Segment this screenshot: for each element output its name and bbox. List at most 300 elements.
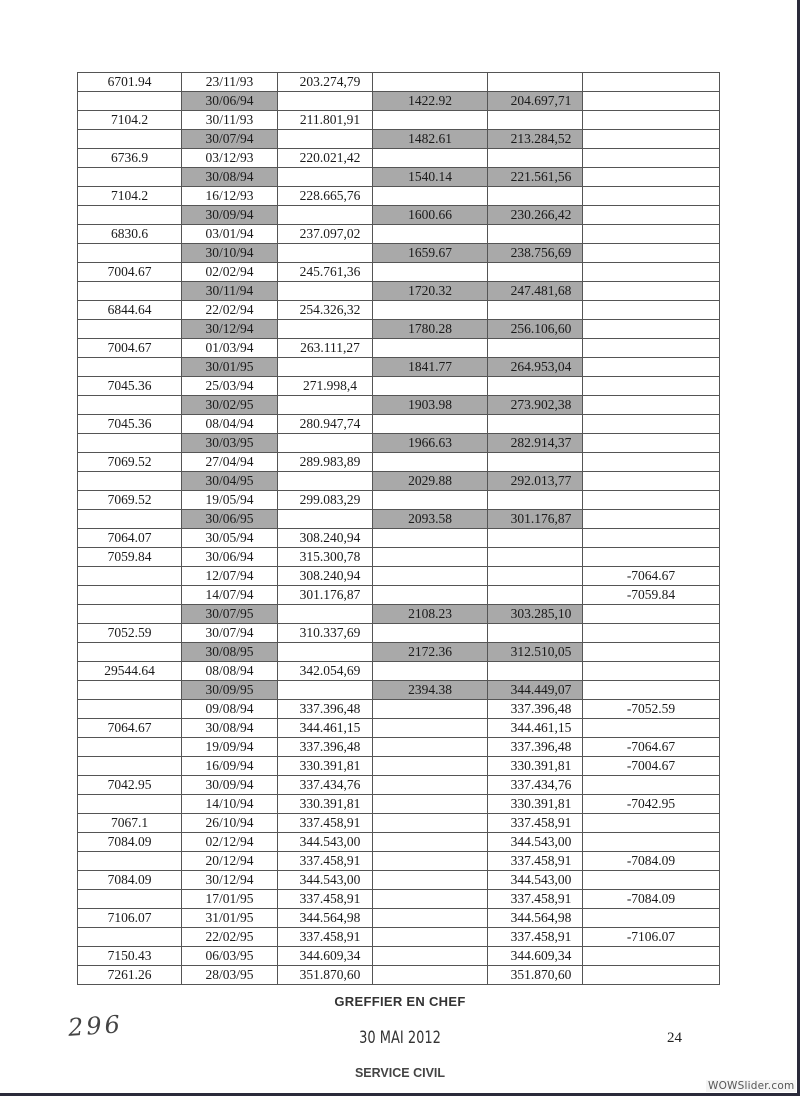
amount-cell: 6844.64: [78, 301, 182, 320]
date-cell: 08/04/94: [182, 415, 278, 434]
table-row: [78, 377, 720, 396]
balance-cell: [278, 244, 373, 263]
total-cell: 344.449,07: [488, 681, 583, 700]
amount-cell: [78, 434, 182, 453]
interest-cell: [373, 928, 488, 947]
total-cell: [488, 548, 583, 567]
interest-cell: 2108.23: [373, 605, 488, 624]
interest-cell: 1659.67: [373, 244, 488, 263]
total-cell: 292.013,77: [488, 472, 583, 491]
deduction-cell: [583, 548, 720, 567]
amount-cell: 7150.43: [78, 947, 182, 966]
deduction-cell: -7042.95: [583, 795, 720, 814]
interest-cell: 1540.14: [373, 168, 488, 187]
interest-row: [78, 358, 720, 377]
table-row: [78, 225, 720, 244]
interest-row: [78, 92, 720, 111]
date-cell: 26/10/94: [182, 814, 278, 833]
interest-cell: [373, 890, 488, 909]
balance-cell: 315.300,78: [278, 548, 373, 567]
stamp-service: SERVICE CIVIL: [354, 1066, 446, 1080]
balance-cell: [278, 396, 373, 415]
date-cell: 30/10/94: [182, 244, 278, 263]
amount-cell: [78, 738, 182, 757]
deduction-cell: [583, 187, 720, 206]
date-cell: 30/09/94: [182, 206, 278, 225]
amount-cell: [78, 928, 182, 947]
deduction-cell: [583, 643, 720, 662]
deduction-cell: [583, 434, 720, 453]
deduction-cell: [583, 491, 720, 510]
deduction-cell: [583, 776, 720, 795]
table-row: [78, 700, 720, 719]
total-cell: 344.564,98: [488, 909, 583, 928]
ledger-table: [77, 72, 720, 985]
deduction-cell: [583, 510, 720, 529]
amount-cell: 6736.9: [78, 149, 182, 168]
date-cell: 30/06/95: [182, 510, 278, 529]
interest-cell: [373, 301, 488, 320]
date-cell: 30/09/95: [182, 681, 278, 700]
table-row: [78, 415, 720, 434]
balance-cell: 344.609,34: [278, 947, 373, 966]
amount-cell: 7104.2: [78, 111, 182, 130]
interest-cell: [373, 415, 488, 434]
interest-cell: 1780.28: [373, 320, 488, 339]
interest-cell: [373, 548, 488, 567]
table-row: [78, 947, 720, 966]
total-cell: 337.458,91: [488, 928, 583, 947]
deduction-cell: [583, 168, 720, 187]
interest-cell: 2172.36: [373, 643, 488, 662]
date-cell: 03/12/93: [182, 149, 278, 168]
date-cell: 09/08/94: [182, 700, 278, 719]
interest-cell: [373, 377, 488, 396]
deduction-cell: [583, 472, 720, 491]
amount-cell: 7106.07: [78, 909, 182, 928]
date-cell: 30/08/94: [182, 168, 278, 187]
total-cell: 301.176,87: [488, 510, 583, 529]
interest-cell: [373, 567, 488, 586]
interest-row: [78, 472, 720, 491]
interest-cell: 1966.63: [373, 434, 488, 453]
total-cell: 344.543,00: [488, 833, 583, 852]
date-cell: 06/03/95: [182, 947, 278, 966]
table-row: [78, 187, 720, 206]
table-row: [78, 966, 720, 985]
total-cell: 330.391,81: [488, 795, 583, 814]
interest-cell: [373, 73, 488, 92]
total-cell: 344.543,00: [488, 871, 583, 890]
total-cell: 337.396,48: [488, 700, 583, 719]
table-row: [78, 339, 720, 358]
total-cell: 204.697,71: [488, 92, 583, 111]
total-cell: 312.510,05: [488, 643, 583, 662]
table-row: [78, 757, 720, 776]
date-cell: 17/01/95: [182, 890, 278, 909]
table-row: [78, 928, 720, 947]
amount-cell: 7042.95: [78, 776, 182, 795]
amount-cell: [78, 130, 182, 149]
interest-row: [78, 168, 720, 187]
balance-cell: 308.240,94: [278, 567, 373, 586]
amount-cell: [78, 795, 182, 814]
balance-cell: [278, 434, 373, 453]
interest-cell: [373, 111, 488, 130]
balance-cell: [278, 681, 373, 700]
balance-cell: [278, 643, 373, 662]
balance-cell: [278, 168, 373, 187]
interest-cell: [373, 871, 488, 890]
deduction-cell: [583, 130, 720, 149]
balance-cell: 337.396,48: [278, 700, 373, 719]
interest-cell: 1841.77: [373, 358, 488, 377]
interest-cell: [373, 909, 488, 928]
date-cell: 30/03/95: [182, 434, 278, 453]
total-cell: 337.458,91: [488, 890, 583, 909]
total-cell: [488, 491, 583, 510]
date-cell: 22/02/94: [182, 301, 278, 320]
interest-cell: [373, 187, 488, 206]
date-cell: 27/04/94: [182, 453, 278, 472]
deduction-cell: [583, 377, 720, 396]
deduction-cell: [583, 624, 720, 643]
total-cell: 351.870,60: [488, 966, 583, 985]
interest-row: [78, 605, 720, 624]
date-cell: 08/08/94: [182, 662, 278, 681]
watermark-link[interactable]: WOWSlider.com: [708, 1080, 795, 1092]
deduction-cell: -7106.07: [583, 928, 720, 947]
balance-cell: 299.083,29: [278, 491, 373, 510]
balance-cell: 344.461,15: [278, 719, 373, 738]
amount-cell: [78, 92, 182, 111]
balance-cell: 351.870,60: [278, 966, 373, 985]
interest-cell: [373, 491, 488, 510]
amount-cell: [78, 757, 182, 776]
amount-cell: [78, 681, 182, 700]
amount-cell: 7069.52: [78, 453, 182, 472]
handwritten-annotation: 296: [67, 1010, 124, 1042]
total-cell: [488, 263, 583, 282]
stamp-date: 30 MAI 2012: [359, 1028, 441, 1048]
balance-cell: 310.337,69: [278, 624, 373, 643]
deduction-cell: [583, 149, 720, 168]
amount-cell: 7045.36: [78, 377, 182, 396]
amount-cell: 7045.36: [78, 415, 182, 434]
deduction-cell: [583, 453, 720, 472]
table-row: [78, 548, 720, 567]
interest-cell: [373, 263, 488, 282]
interest-row: [78, 282, 720, 301]
deduction-cell: [583, 320, 720, 339]
amount-cell: [78, 510, 182, 529]
deduction-cell: [583, 92, 720, 111]
interest-cell: [373, 149, 488, 168]
table-row: [78, 909, 720, 928]
amount-cell: 7104.2: [78, 187, 182, 206]
deduction-cell: [583, 681, 720, 700]
deduction-cell: [583, 605, 720, 624]
total-cell: [488, 624, 583, 643]
table-row: [78, 890, 720, 909]
interest-cell: [373, 662, 488, 681]
interest-cell: [373, 586, 488, 605]
deduction-cell: [583, 301, 720, 320]
deduction-cell: -7059.84: [583, 586, 720, 605]
interest-cell: [373, 738, 488, 757]
total-cell: 330.391,81: [488, 757, 583, 776]
interest-cell: [373, 339, 488, 358]
balance-cell: 337.458,91: [278, 814, 373, 833]
total-cell: 344.609,34: [488, 947, 583, 966]
date-cell: 14/07/94: [182, 586, 278, 605]
date-cell: 30/09/94: [182, 776, 278, 795]
balance-cell: [278, 510, 373, 529]
total-cell: [488, 301, 583, 320]
table-row: [78, 149, 720, 168]
interest-cell: [373, 966, 488, 985]
date-cell: 30/12/94: [182, 871, 278, 890]
date-cell: 02/12/94: [182, 833, 278, 852]
date-cell: 19/09/94: [182, 738, 278, 757]
table-row: [78, 453, 720, 472]
total-cell: 221.561,56: [488, 168, 583, 187]
date-cell: 30/02/95: [182, 396, 278, 415]
date-cell: 30/05/94: [182, 529, 278, 548]
total-cell: 337.434,76: [488, 776, 583, 795]
interest-row: [78, 681, 720, 700]
balance-cell: 280.947,74: [278, 415, 373, 434]
deduction-cell: [583, 966, 720, 985]
table-row: [78, 301, 720, 320]
date-cell: 19/05/94: [182, 491, 278, 510]
interest-row: [78, 206, 720, 225]
date-cell: 16/09/94: [182, 757, 278, 776]
amount-cell: [78, 358, 182, 377]
amount-cell: 29544.64: [78, 662, 182, 681]
interest-cell: [373, 225, 488, 244]
balance-cell: 308.240,94: [278, 529, 373, 548]
balance-cell: [278, 282, 373, 301]
total-cell: 337.396,48: [488, 738, 583, 757]
interest-cell: [373, 814, 488, 833]
date-cell: 30/08/94: [182, 719, 278, 738]
deduction-cell: [583, 225, 720, 244]
interest-row: [78, 643, 720, 662]
total-cell: [488, 339, 583, 358]
balance-cell: 220.021,42: [278, 149, 373, 168]
amount-cell: [78, 700, 182, 719]
total-cell: [488, 453, 583, 472]
amount-cell: 7052.59: [78, 624, 182, 643]
amount-cell: [78, 320, 182, 339]
total-cell: [488, 225, 583, 244]
amount-cell: [78, 472, 182, 491]
deduction-cell: [583, 263, 720, 282]
amount-cell: 7004.67: [78, 339, 182, 358]
date-cell: 30/04/95: [182, 472, 278, 491]
date-cell: 30/06/94: [182, 92, 278, 111]
table-row: [78, 491, 720, 510]
amount-cell: 6830.6: [78, 225, 182, 244]
interest-cell: 1422.92: [373, 92, 488, 111]
date-cell: 23/11/93: [182, 73, 278, 92]
table-row: [78, 871, 720, 890]
total-cell: [488, 149, 583, 168]
balance-cell: 344.564,98: [278, 909, 373, 928]
table-row: [78, 776, 720, 795]
deduction-cell: [583, 396, 720, 415]
amount-cell: 6701.94: [78, 73, 182, 92]
date-cell: 28/03/95: [182, 966, 278, 985]
amount-cell: 7004.67: [78, 263, 182, 282]
balance-cell: [278, 605, 373, 624]
balance-cell: 344.543,00: [278, 871, 373, 890]
interest-cell: [373, 757, 488, 776]
deduction-cell: [583, 415, 720, 434]
table-row: [78, 719, 720, 738]
amount-cell: 7064.67: [78, 719, 182, 738]
interest-row: [78, 320, 720, 339]
balance-cell: 289.983,89: [278, 453, 373, 472]
date-cell: 03/01/94: [182, 225, 278, 244]
balance-cell: 337.434,76: [278, 776, 373, 795]
balance-cell: 330.391,81: [278, 757, 373, 776]
amount-cell: 7261.26: [78, 966, 182, 985]
deduction-cell: -7084.09: [583, 852, 720, 871]
date-cell: 16/12/93: [182, 187, 278, 206]
interest-cell: [373, 700, 488, 719]
deduction-cell: [583, 339, 720, 358]
interest-cell: 2029.88: [373, 472, 488, 491]
amount-cell: [78, 244, 182, 263]
balance-cell: 237.097,02: [278, 225, 373, 244]
deduction-cell: [583, 814, 720, 833]
balance-cell: 337.458,91: [278, 928, 373, 947]
interest-cell: [373, 453, 488, 472]
interest-cell: [373, 719, 488, 738]
total-cell: 303.285,10: [488, 605, 583, 624]
interest-cell: [373, 833, 488, 852]
table-row: [78, 586, 720, 605]
balance-cell: 337.458,91: [278, 852, 373, 871]
date-cell: 30/07/94: [182, 130, 278, 149]
balance-cell: [278, 130, 373, 149]
total-cell: [488, 567, 583, 586]
interest-cell: 2093.58: [373, 510, 488, 529]
balance-cell: 254.326,32: [278, 301, 373, 320]
table-row: [78, 814, 720, 833]
balance-cell: [278, 472, 373, 491]
total-cell: [488, 586, 583, 605]
deduction-cell: [583, 73, 720, 92]
date-cell: 30/11/93: [182, 111, 278, 130]
total-cell: [488, 415, 583, 434]
date-cell: 01/03/94: [182, 339, 278, 358]
balance-cell: 211.801,91: [278, 111, 373, 130]
date-cell: 30/07/94: [182, 624, 278, 643]
balance-cell: 245.761,36: [278, 263, 373, 282]
balance-cell: 301.176,87: [278, 586, 373, 605]
date-cell: 25/03/94: [182, 377, 278, 396]
total-cell: 213.284,52: [488, 130, 583, 149]
deduction-cell: [583, 719, 720, 738]
amount-cell: [78, 890, 182, 909]
balance-cell: [278, 358, 373, 377]
total-cell: 337.458,91: [488, 814, 583, 833]
date-cell: 30/12/94: [182, 320, 278, 339]
deduction-cell: -7064.67: [583, 738, 720, 757]
deduction-cell: [583, 282, 720, 301]
date-cell: 30/01/95: [182, 358, 278, 377]
table-row: [78, 567, 720, 586]
balance-cell: 342.054,69: [278, 662, 373, 681]
interest-cell: 1482.61: [373, 130, 488, 149]
total-cell: [488, 187, 583, 206]
balance-cell: [278, 320, 373, 339]
interest-row: [78, 244, 720, 263]
total-cell: 247.481,68: [488, 282, 583, 301]
total-cell: 256.106,60: [488, 320, 583, 339]
deduction-cell: [583, 529, 720, 548]
date-cell: 20/12/94: [182, 852, 278, 871]
balance-cell: 228.665,76: [278, 187, 373, 206]
table-row: [78, 852, 720, 871]
deduction-cell: -7064.67: [583, 567, 720, 586]
interest-cell: [373, 795, 488, 814]
balance-cell: [278, 92, 373, 111]
total-cell: [488, 662, 583, 681]
amount-cell: 7064.07: [78, 529, 182, 548]
date-cell: 22/02/95: [182, 928, 278, 947]
deduction-cell: -7004.67: [583, 757, 720, 776]
balance-cell: 203.274,79: [278, 73, 373, 92]
amount-cell: 7084.09: [78, 833, 182, 852]
date-cell: 31/01/95: [182, 909, 278, 928]
table-row: [78, 738, 720, 757]
interest-cell: 1600.66: [373, 206, 488, 225]
ledger-body: [78, 73, 720, 985]
balance-cell: 337.396,48: [278, 738, 373, 757]
table-row: [78, 662, 720, 681]
interest-cell: [373, 947, 488, 966]
table-row: [78, 833, 720, 852]
amount-cell: [78, 396, 182, 415]
date-cell: 30/07/95: [182, 605, 278, 624]
total-cell: [488, 111, 583, 130]
balance-cell: 337.458,91: [278, 890, 373, 909]
amount-cell: 7067.1: [78, 814, 182, 833]
amount-cell: [78, 168, 182, 187]
amount-cell: [78, 852, 182, 871]
page-edge-bottom: [0, 1093, 800, 1096]
balance-cell: 330.391,81: [278, 795, 373, 814]
deduction-cell: [583, 909, 720, 928]
interest-cell: [373, 529, 488, 548]
total-cell: 264.953,04: [488, 358, 583, 377]
interest-cell: 2394.38: [373, 681, 488, 700]
interest-cell: [373, 776, 488, 795]
table-row: [78, 263, 720, 282]
deduction-cell: [583, 206, 720, 225]
deduction-cell: [583, 244, 720, 263]
interest-row: [78, 434, 720, 453]
interest-cell: 1720.32: [373, 282, 488, 301]
amount-cell: 7084.09: [78, 871, 182, 890]
amount-cell: [78, 643, 182, 662]
deduction-cell: [583, 871, 720, 890]
table-row: [78, 795, 720, 814]
